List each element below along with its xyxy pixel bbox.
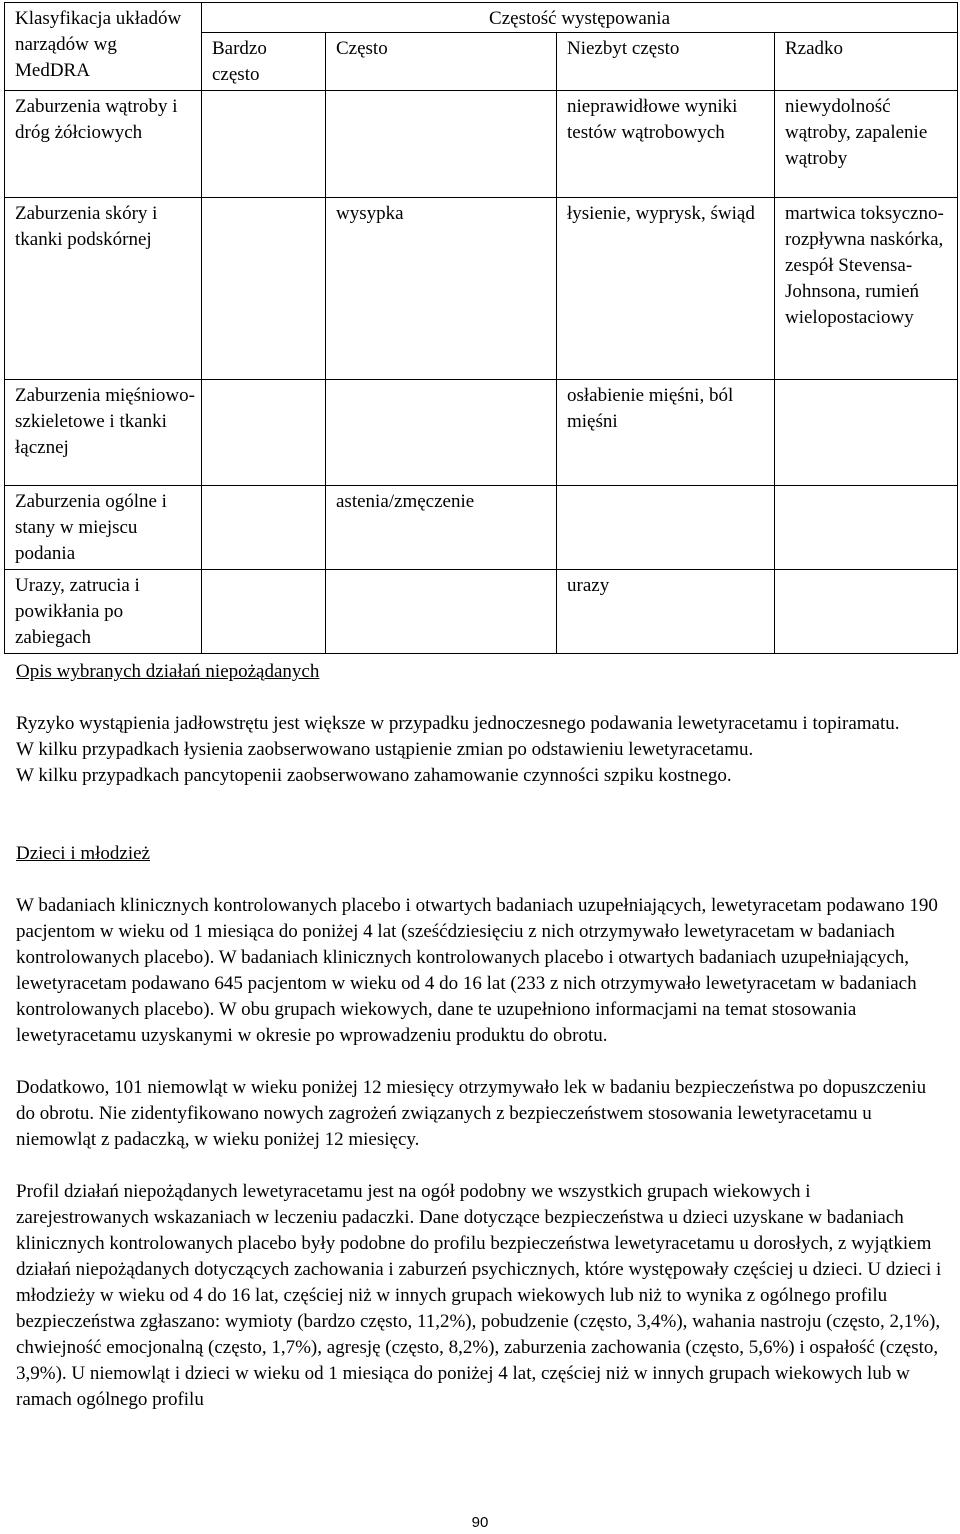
table-row: [5, 91, 958, 198]
table-row: [5, 198, 958, 380]
cell-very-common: [202, 380, 326, 486]
cell-rare: martwica toksyczno-rozpływna naskórka, zespół Stevensa-Johnsona, rumień wielopostaciowy: [775, 198, 958, 380]
adverse-reactions-table: [4, 2, 958, 654]
paragraph: W badaniach klinicznych kontrolowanych placebo i otwartych badaniach uzupełniających, lewetyracetam podawano 190 pacjentom w wieku od 1 miesiąca do poniżej 4 lat (sześćdziesięciu z nich otrzymywało lewetyracetam w badaniach kontrolowanych placebo). W badaniach klinicznych kontrolowanych placebo i otwartych badaniach uzupełniających, lewetyracetam podawano 645 pacjentom w wieku od 4 do 16 lat (233 z nich otrzymywało lewetyracetam w badaniach kontrolowanych placebo). W obu grupach wiekowych, dane te uzupełniono informacjami na temat stosowania lewetyracetamu uzyskanymi w okresie po wprowadzeniu produktu do obrotu.: [16, 895, 938, 1046]
cell-very-common: [202, 198, 326, 380]
soc-cell: Urazy, zatrucia i powikłania po zabiegach: [5, 570, 202, 654]
table-row: [5, 380, 958, 486]
cell-rare: [775, 486, 958, 570]
cell-common: wysypka: [326, 198, 557, 380]
cell-very-common: [202, 486, 326, 570]
freq-header-very-common: Bardzo często: [202, 33, 326, 91]
cell-uncommon: urazy: [557, 570, 775, 654]
cell-uncommon: łysienie, wyprysk, świąd: [557, 198, 775, 380]
freq-header-rare: Rzadko: [775, 33, 958, 91]
soc-cell: Zaburzenia skóry i tkanki podskórnej: [5, 198, 202, 380]
cell-rare: [775, 570, 958, 654]
table-row: [5, 486, 958, 570]
selected-reactions-section: [16, 659, 946, 789]
cell-common: [326, 91, 557, 198]
cell-very-common: [202, 570, 326, 654]
cell-common: astenia/zmęczenie: [326, 486, 557, 570]
cell-very-common: [202, 91, 326, 198]
cell-common: [326, 570, 557, 654]
cell-uncommon: osłabienie mięśni, ból mięśni: [557, 380, 775, 486]
pediatric-section: [16, 841, 946, 1413]
cell-uncommon: nieprawidłowe wyniki testów wątrobowych: [557, 91, 775, 198]
cell-uncommon: [557, 486, 775, 570]
cell-rare: [775, 380, 958, 486]
paragraph: Dodatkowo, 101 niemowląt w wieku poniżej 12 miesięcy otrzymywało lek w badaniu bezpieczeństwa po dopuszczeniu do obrotu. Nie zidentyfikowano nowych zagrożeń związanych z bezpieczeństwem stosowania lewetyracetamu u niemowląt z padaczką, w wieku poniżej 12 miesięcy.: [16, 1077, 927, 1150]
section-heading: Dzieci i młodzież: [16, 843, 150, 864]
paragraph: Profil działań niepożądanych lewetyracetamu jest na ogół podobny we wszystkich grupach wiekowych i zarejestrowanych wskazaniach w leczeniu padaczki. Dane dotyczące bezpieczeństwa u dzieci uzyskane w badaniach klinicznych kontrolowanych placebo były podobne do profilu bezpieczeństwa lewetyracetamu u dorosłych, z wyjątkiem działań niepożądanych dotyczących zachowania i zaburzeń psychicznych, które występowały częściej u dzieci. U dzieci i młodzieży w wieku od 4 do 16 lat, częściej niż w innych grupach wiekowych lub niż to wynika z ogólnego profilu bezpieczeństwa zgłaszano: wymioty (bardzo często, 11,2%), pobudzenie (często, 3,4%), wahania nastroju (często, 2,1%), chwiejność emocjonalną (często, 1,7%), agresję (często, 8,2%), zaburzenia zachowania (często, 5,6%) i ospałość (często, 3,9%). U niemowląt i dzieci w wieku od 1 miesiąca do poniżej 4 lat, częściej niż w innych grupach wiekowych lub w ramach ogólnego profilu: [16, 1181, 942, 1410]
soc-cell: Zaburzenia wątroby i dróg żółciowych: [5, 91, 202, 198]
page-number: 90: [471, 1514, 489, 1531]
soc-cell: Zaburzenia mięśniowo-szkieletowe i tkanki łącznej: [5, 380, 202, 486]
paragraph: Ryzyko wystąpienia jadłowstrętu jest większe w przypadku jednoczesnego podawania lewetyracetamu i topiramatu.: [16, 713, 900, 734]
paragraph: W kilku przypadkach łysienia zaobserwowano ustąpienie zmian po odstawieniu lewetyracetamu.: [16, 739, 754, 760]
section-heading: Opis wybranych działań niepożądanych: [16, 661, 320, 682]
cell-rare: niewydolność wątroby, zapalenie wątroby: [775, 91, 958, 198]
soc-cell: Zaburzenia ogólne i stany w miejscu podania: [5, 486, 202, 570]
freq-header-common: Często: [326, 33, 557, 91]
soc-column-header: Klasyfikacja układów narządów wg MedDRA: [5, 3, 202, 91]
frequency-group-header: Częstość występowania: [202, 3, 958, 33]
table-row: [5, 570, 958, 654]
freq-header-uncommon: Niezbyt często: [557, 33, 775, 91]
cell-common: [326, 380, 557, 486]
paragraph: W kilku przypadkach pancytopenii zaobserwowano zahamowanie czynności szpiku kostnego.: [16, 765, 732, 786]
